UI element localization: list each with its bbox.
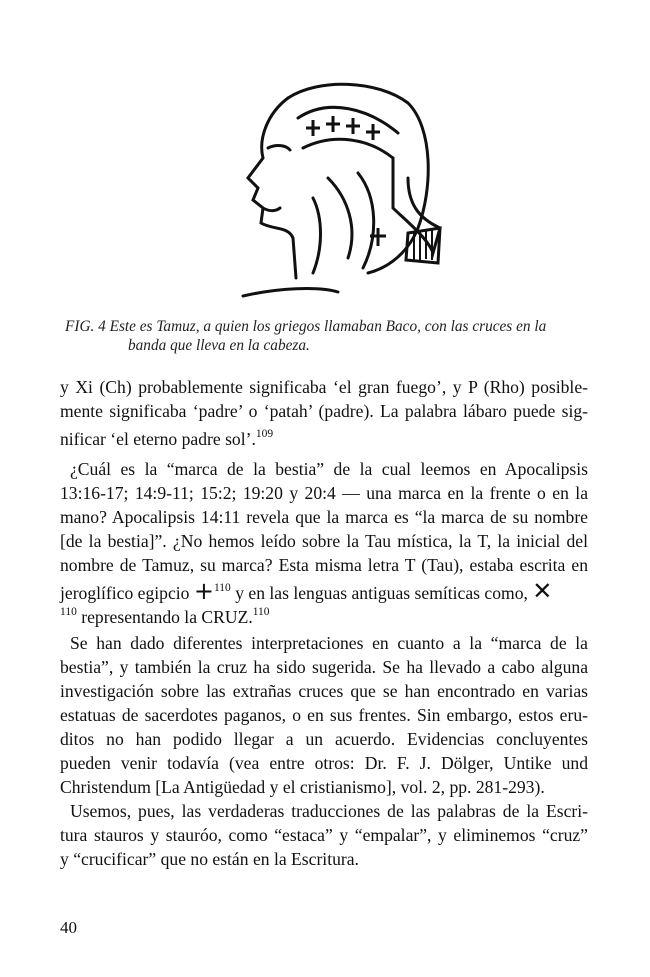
paragraph-line: mano? Apocalipsis 14:11 revela que la marca es “la marca de su nombre — [60, 507, 588, 527]
footnote-ref[interactable]: 110 — [213, 582, 231, 594]
paragraph-line — [60, 577, 588, 607]
paragraph-line: Usemos, pues, las verdaderas traducciones de las palabras de la Escri- — [70, 801, 588, 821]
figure-caption-line-2: banda que lleva en la cabeza. — [128, 337, 310, 354]
line-text: y en las lenguas antiguas semíticas como, — [235, 583, 528, 603]
paragraph-line: y Xi (Ch) probablemente significaba ‘el gran fuego’, y P (Rho) posible- — [60, 377, 588, 397]
line-text: jeroglífico egipcio — [60, 583, 190, 603]
footnote-ref[interactable]: 110 — [252, 606, 270, 618]
figure-caption-line-1: FIG. 4 Este es Tamuz, a quien los griegos llamaban Baco, con las cruces en la — [65, 318, 547, 335]
line-text: representando la CRUZ. — [81, 607, 253, 627]
paragraph-line: bestia”, y también la cruz ha sido sugerida. Se ha llevado a cabo alguna — [60, 657, 588, 677]
semitic-x-cross-glyph-icon: ✕ — [532, 577, 553, 605]
paragraph-line: Se han dado diferentes interpretaciones en cuanto a la “marca de la — [70, 633, 588, 653]
paragraph-line: [de la bestia]”. ¿No hemos leído sobre la Tau mística, la T, la inicial del — [60, 531, 588, 551]
paragraph-line: mente significaba ‘padre’ o ‘patah’ (padre). La palabra lábaro puede sig- — [60, 401, 588, 421]
paragraph-line: nombre de Tamuz, su marca? Esta misma letra T (Tau), estaba escrita en — [60, 555, 588, 575]
line-text: nificar ‘el eterno padre sol’. — [60, 429, 256, 449]
tammuz-head-illustration — [228, 78, 443, 308]
paragraph-line: 13:16-17; 14:9-11; 15:2; 19:20 y 20:4 — una marca en la frente o en la — [60, 483, 588, 503]
paragraph-line: Christendum [La Antigüedad y el cristianismo], vol. 2, pp. 281-293). — [60, 777, 545, 797]
paragraph-line — [60, 606, 588, 631]
paragraph-line: ditos no han podido llegar a un acuerdo. Evidencias concluyentes — [60, 729, 588, 749]
footnote-ref[interactable]: 109 — [255, 428, 274, 440]
paragraph-line — [60, 428, 588, 453]
page-number: 40 — [60, 918, 77, 937]
paragraph-line: y “crucificar” que no están en la Escritura. — [60, 849, 359, 869]
egyptian-cross-glyph-icon: + — [193, 577, 214, 605]
footnote-ref[interactable]: 110 — [60, 606, 77, 618]
paragraph-line: investigación sobre las extrañas cruces que se han encontrado en varias — [60, 681, 588, 701]
paragraph-line: tura stauros y stauróo, como “estaca” y “empalar”, y eliminemos “cruz” — [60, 825, 588, 845]
paragraph-line: ¿Cuál es la “marca de la bestia” de la cual leemos en Apocalipsis — [70, 459, 588, 479]
paragraph-line: pueden venir todavía (vea entre otros: Dr. F. J. Dölger, Untike und — [60, 753, 588, 773]
paragraph-line: estatuas de sacerdotes paganos, o en sus frentes. Sin embargo, estos eru- — [60, 705, 588, 725]
